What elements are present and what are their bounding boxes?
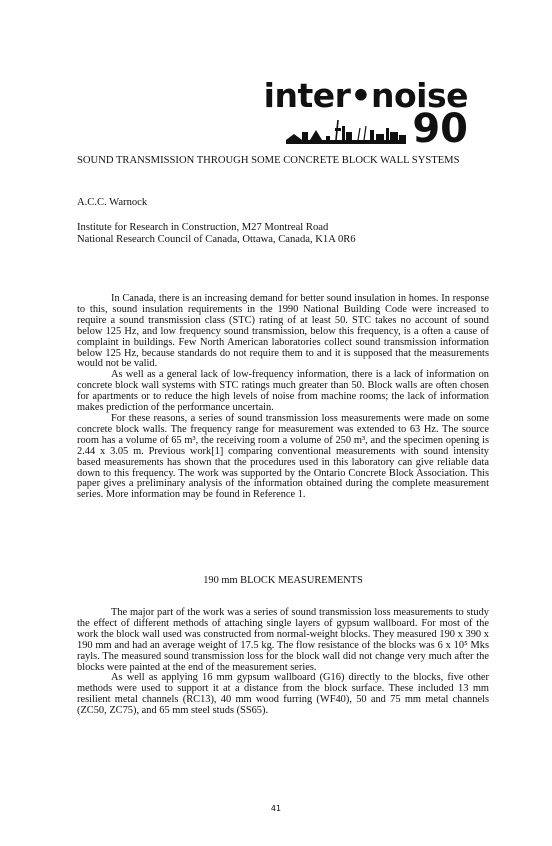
body-paragraph: In Canada, there is an increasing demand for better sound insulation in homes. In response to this, sound insulation requirements in the 1990 National Building Code were increased to require a sound transmission class (STC) rating of at least 50. STC takes no account of sound below 125 Hz, and low frequency sound transmission, below this frequency, is a often a cause of complaint in buildings. Few North American laboratories collect sound transmission information below 125 Hz, because standards do not require them to and it is supposed that the measurements would not be valid. <box>77 293 489 370</box>
section-body <box>77 608 489 717</box>
affiliation-line: National Research Council of Canada, Ottawa, Canada, K1A 0R6 <box>77 233 356 245</box>
section-heading: 190 mm BLOCK MEASUREMENTS <box>203 575 363 586</box>
logo-wordmark: inter•noise <box>263 76 468 115</box>
body-paragraph: The major part of the work was a series of sound transmission loss measurements to study the effect of different methods of attaching single layers of gypsum wallboard. For most of the work the block wall used was constructed from normal-weight blocks. They measured 190 x 390 x 190 mm and had an average weight of 17.5 kg. The flow resistance of the blocks was 6 x 10⁵ Mks rayls. The measured sound transmission loss for the block wall did not change very much after the blocks were painted at the end of the measurement series. <box>77 607 489 673</box>
body-paragraph: As well as applying 16 mm gypsum wallboard (G16) directly to the blocks, five other methods were used to support it at a distance from the block surface. These included 13 mm resilient metal channels (RC13), 40 mm wood furring (WF40), 50 and 75 mm metal channels (ZC50, ZC75), and 65 mm steel studs (SS65). <box>77 672 489 717</box>
body-paragraph: As well as a general lack of low-frequency information, there is a lack of information on concrete block wall systems with STC ratings much greater than 50. Block walls are often chosen for apartments or to reduce the high levels of noise from machine rooms; the lack of information makes prediction of the performance uncertain. <box>77 369 489 414</box>
skyline-icon <box>286 118 406 144</box>
affiliation-line: Institute for Research in Construction, M27 Montreal Road <box>77 222 329 233</box>
page-number: 41 <box>270 804 282 813</box>
paper-title: SOUND TRANSMISSION THROUGH SOME CONCRETE BLOCK WALL SYSTEMS <box>77 155 460 166</box>
introduction <box>77 294 489 501</box>
conference-logo <box>263 76 486 152</box>
logo-year: 90 <box>412 106 468 152</box>
body-paragraph: For these reasons, a series of sound transmission loss measurements were made on some concrete block walls. The frequency range for measurement was extended to 63 Hz. The source room has a volume of 65 m³, the receiving room a volume of 250 m³, and the specimen opening is 2.44 x 3.05 m. Previous work[1] comparing conventional measurements with sound intensity based measurements has shown that the procedures used in this laboratory can give reliable data down to this frequency. The work was supported by the Ontario Concrete Block Association. This paper gives a preliminary analysis of the information obtained during the complete measurement series. More information may be found in Reference 1. <box>77 412 489 501</box>
author-affiliation <box>77 222 497 245</box>
paper-author: A.C.C. Warnock <box>77 197 148 208</box>
